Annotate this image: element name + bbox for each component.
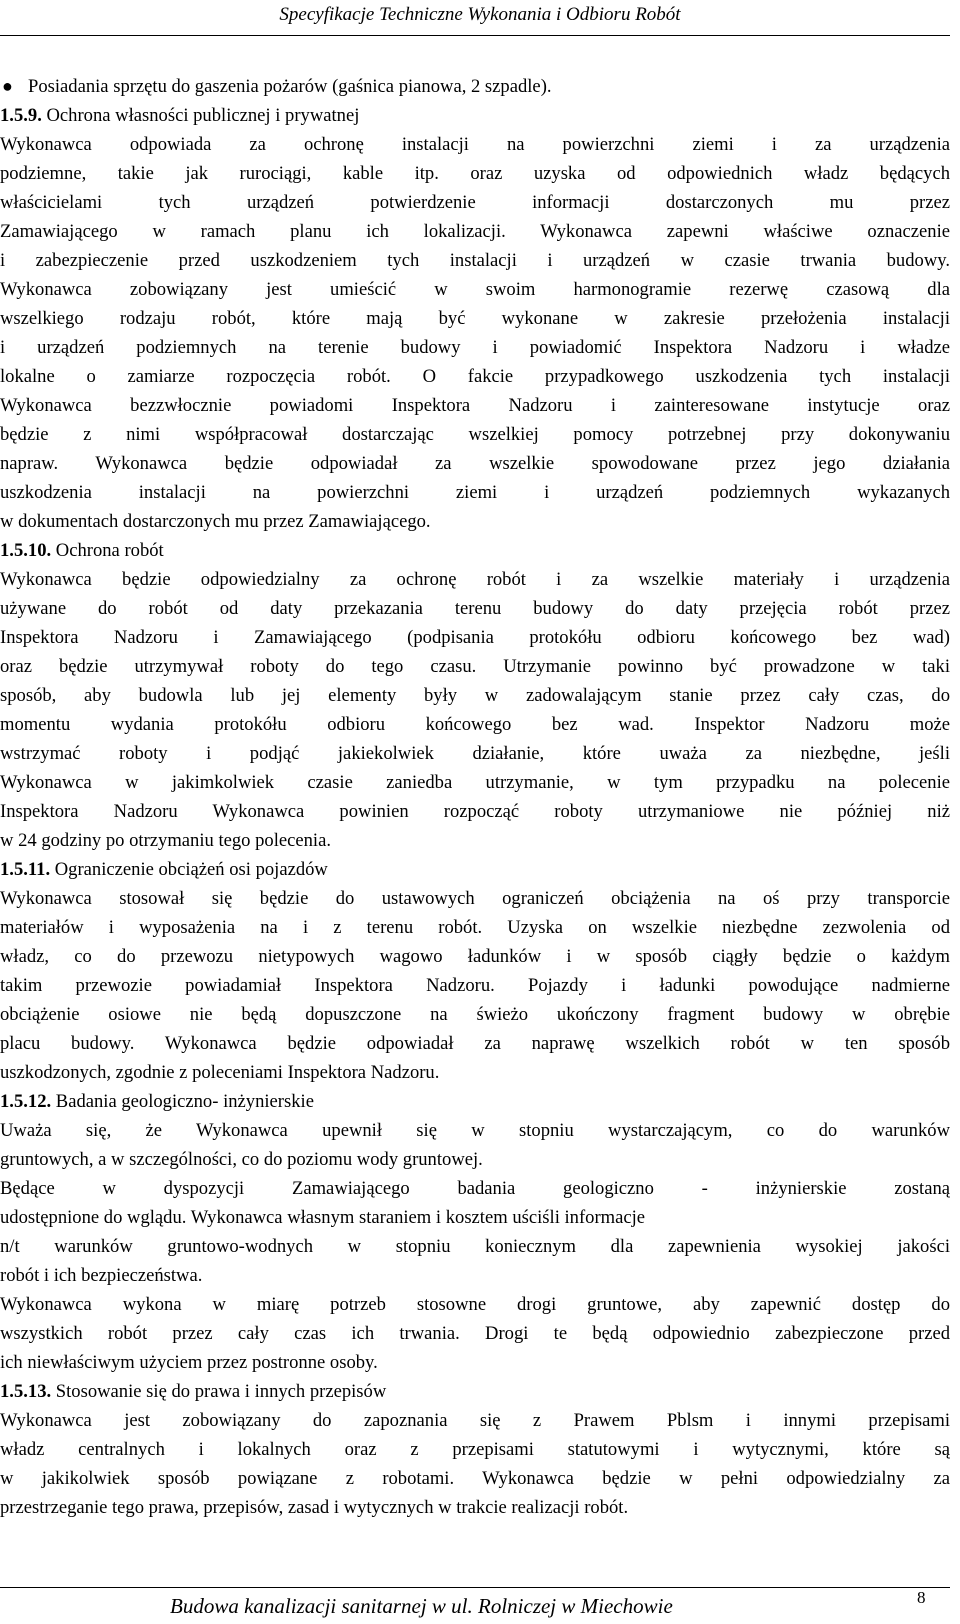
paragraph-line: właścicielami tych urządzeń potwierdzenie informacji dostarczonych mu przez [0,192,950,213]
paragraph-line: materiałów i wyposażenia na i z terenu robót. Uzyska on wszelkie niezbędne zezwolenia od [0,917,950,938]
paragraph-line: oraz będzie utrzymywał roboty do tego czasu. Utrzymanie powinno być prowadzone w taki [0,656,950,677]
paragraph-line: Uważa się, że Wykonawca upewnił się w stopniu wystarczającym, co do warunków [0,1120,950,1141]
paragraph-line: Wykonawca zobowiązany jest umieścić w swoim harmonogramie rezerwę czasową dla [0,279,950,300]
paragraph-line: i urządzeń podziemnych na terenie budowy i powiadomić Inspektora Nadzoru i władze [0,337,950,358]
section-title: Ochrona własności publicznej i prywatnej [41,105,360,126]
section-body-1-5-12 [0,1116,950,1377]
section-heading-1-5-13 [0,1377,950,1406]
paragraph-line: uszkodzonych, zgodnie z poleceniami Inspektora Nadzoru. [0,1062,440,1083]
section-body-1-5-9 [0,130,950,536]
paragraph-line: władz centralnych i lokalnych oraz z przepisami statutowymi i wytycznymi, które są [0,1439,950,1460]
paragraph-line: przestrzeganie tego prawa, przepisów, zasad i wytycznych w trakcie realizacji robót. [0,1497,629,1518]
paragraph-line: w jakikolwiek sposób powiązane z robotami. Wykonawca będzie w pełni odpowiedzialny za [0,1468,950,1489]
section-title: Badania geologiczno- inżynierskie [51,1091,314,1112]
section-body-1-5-13 [0,1406,950,1522]
section-number: 1.5.10. [0,540,52,561]
paragraph-line: używane do robót od daty przekazania terenu budowy do daty przejęcia robót przez [0,598,950,619]
paragraph-line: wszystkich robót przez cały czas ich trwania. Drogi te będą odpowiednio zabezpieczone przed [0,1323,950,1344]
bullet-icon: ● [2,76,13,96]
paragraph-line: Będące w dyspozycji Zamawiającego badania geologiczno - inżynierskie zostaną [0,1178,950,1199]
bullet-text: Posiadania sprzętu do gaszenia pożarów (gaśnica pianowa, 2 szpadle). [28,76,552,97]
paragraph-line: placu budowy. Wykonawca będzie odpowiadał za naprawę wszelkich robót w ten sposób [0,1033,950,1054]
paragraph-line: gruntowych, a w szczególności, co do poziomu wody gruntowej. [0,1149,483,1170]
section-number: 1.5.12. [0,1091,52,1112]
paragraph-line: uszkodzenia instalacji na powierzchni ziemi i urządzeń podziemnych wykazanych [0,482,950,503]
paragraph-line: robót i ich bezpieczeństwa. [0,1265,203,1286]
section-number: 1.5.9. [0,105,42,126]
bullet-item [0,72,950,101]
paragraph-line: Wykonawca w jakimkolwiek czasie zaniedba utrzymanie, w tym przypadku na polecenie [0,772,950,793]
paragraph-line: Inspektora Nadzoru i Zamawiającego (podpisania protokółu odbioru końcowego bez wad) [0,627,950,648]
paragraph-line: lokalne o zamiarze rozpoczęcia robót. O fakcie przypadkowego uszkodzenia tych instalacji [0,366,950,387]
paragraph-line: wstrzymać roboty i podjąć jakiekolwiek działanie, które uważa za niezbędne, jeśli [0,743,950,764]
paragraph-line: Wykonawca jest zobowiązany do zapoznania się z Prawem Pblsm i innymi przepisami [0,1410,950,1431]
paragraph-line: podziemne, takie jak rurociągi, kable itp. oraz uzyska od odpowiednich władz będących [0,163,950,184]
paragraph-line: udostępnione do wglądu. Wykonawca własnym staraniem i kosztem uściśli informacje [0,1207,646,1228]
section-heading-1-5-9 [0,101,950,130]
section-body-1-5-11 [0,884,950,1087]
section-title: Stosowanie się do prawa i innych przepisów [51,1381,387,1402]
paragraph-line: wszelkiego rodzaju robót, które mają być wykonane w zakresie przełożenia instalacji [0,308,950,329]
section-heading-1-5-12 [0,1087,950,1116]
section-body-1-5-10 [0,565,950,855]
paragraph-line: n/t warunków gruntowo-wodnych w stopniu koniecznym dla zapewnienia wysokiej jakości [0,1236,950,1257]
paragraph-line: Wykonawca wykona w miarę potrzeb stosowne drogi gruntowe, aby zapewnić dostęp do [0,1294,950,1315]
section-heading-1-5-10 [0,536,950,565]
paragraph-line: w dokumentach dostarczonych mu przez Zamawiającego. [0,511,431,532]
paragraph-line: Wykonawca bezzwłocznie powiadomi Inspektora Nadzoru i zainteresowane instytucje oraz [0,395,950,416]
paragraph-line: sposób, aby budowla lub jej elementy były w zadowalającym stanie przez cały czas, do [0,685,950,706]
paragraph-line: będzie z nimi współpracował dostarczając wszelkiej pomocy potrzebnej przy dokonywaniu [0,424,950,445]
section-title: Ochrona robót [51,540,164,561]
paragraph-line: Wykonawca będzie odpowiedzialny za ochronę robót i za wszelkie materiały i urządzenia [0,569,950,590]
paragraph-line: momentu wydania protokółu odbioru końcowego bez wad. Inspektor Nadzoru może [0,714,950,735]
paragraph-line: Inspektora Nadzoru Wykonawca powinien rozpocząć roboty utrzymaniowe nie później niż [0,801,950,822]
document-body [0,72,950,1522]
page-footer: Budowa kanalizacji sanitarnej w ul. Rolniczej w Miechowie [170,1594,673,1618]
section-number: 1.5.11. [0,859,51,880]
paragraph-line: takim przewozie powiadamiał Inspektora Nadzoru. Pojazdy i ładunki powodujące nadmierne [0,975,950,996]
section-number: 1.5.13. [0,1381,52,1402]
page-number: 8 [917,1588,926,1607]
paragraph-line: w 24 godziny po otrzymaniu tego polecenia. [0,830,331,851]
paragraph-line: Zamawiającego w ramach planu ich lokalizacji. Wykonawca zapewni właściwe oznaczenie [0,221,950,242]
footer-rule [0,1587,950,1588]
paragraph-line: Wykonawca stosował się będzie do ustawowych ograniczeń obciążenia na oś przy transporcie [0,888,950,909]
paragraph-line: Wykonawca odpowiada za ochronę instalacji na powierzchni ziemi i za urządzenia [0,134,950,155]
section-heading-1-5-11 [0,855,950,884]
section-title: Ograniczenie obciążeń osi pojazdów [50,859,328,880]
paragraph-line: władz, co do przewozu nietypowych wagowo ładunków i w sposób ciągły będzie o każdym [0,946,950,967]
header-rule [0,35,950,36]
paragraph-line: obciążenie osiowe nie będą dopuszczone na świeżo ukończony fragment budowy w obrębie [0,1004,950,1025]
paragraph-line: i zabezpieczenie przed uszkodzeniem tych instalacji i urządzeń w czasie trwania budowy. [0,250,950,271]
page-header: Specyfikacje Techniczne Wykonania i Odbioru Robót [279,4,681,25]
paragraph-line: ich niewłaściwym użyciem przez postronne osoby. [0,1352,378,1373]
paragraph-line: napraw. Wykonawca będzie odpowiadał za wszelkie spowodowane przez jego działania [0,453,950,474]
